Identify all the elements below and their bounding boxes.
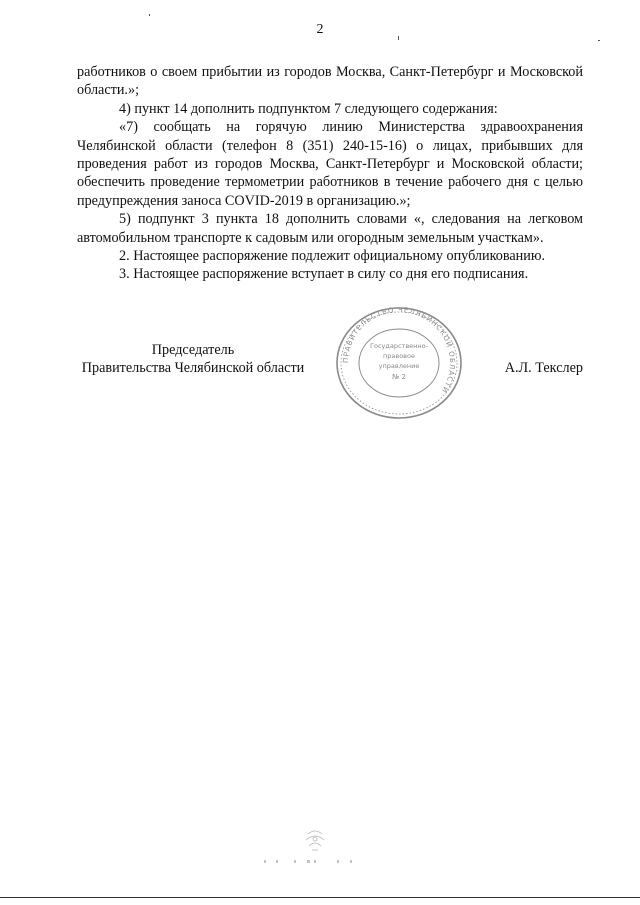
seal-inner-line2: правовое <box>383 352 415 360</box>
paragraph: 2. Настоящее распоряжение подлежит официальному опубликованию. <box>119 248 546 265</box>
scan-speck <box>598 40 600 41</box>
paragraph: 4) пункт 14 дополнить подпунктом 7 следующего содержания: <box>119 100 498 117</box>
scan-speck <box>398 36 399 40</box>
coat-of-arms-icon <box>300 828 330 852</box>
signatory-title <box>70 341 316 378</box>
signatory-title-line2: Правительства Челябинской области <box>81 360 305 377</box>
signatory-title-line1: Председатель <box>151 342 235 358</box>
svg-text:ПРАВИТЕЛЬСТВО ЧЕЛЯБИНСКОЙ ОБЛА <box>342 306 456 395</box>
paragraph: работников о своем прибытии из городов Москва, Санкт-Петербург и Московской области.»; <box>77 64 583 99</box>
signatory-name: А.Л. Текслер <box>504 360 583 376</box>
scan-speck <box>149 14 150 16</box>
seal-outer-text: ПРАВИТЕЛЬСТВО ЧЕЛЯБИНСКОЙ ОБЛАСТИ <box>341 306 457 395</box>
official-seal <box>333 306 466 421</box>
paragraph: 5) подпункт 3 пункта 18 дополнить словами «, следования на легковом автомобильном транспорте к садовым или огородным земельным участкам». <box>77 211 583 246</box>
paragraph: «7) сообщать на горячую линию Министерства здравоохранения Челябинской области (телефон 8 (351) 240-15-16) о лицах, прибывших для проведения работ из городов Москва, Санкт-Петербург и Московской области; обеспечить проведение термометрии работников в течение рабочего дня с целью предупреждения заноса COVID-2019 в организацию.»; <box>77 119 583 209</box>
seal-inner-line3: управление <box>378 362 420 370</box>
seal-inner-line1: Государственно- <box>370 342 428 350</box>
document-body <box>77 63 583 284</box>
paragraph: 3. Настоящее распоряжение вступает в силу со дня его подписания. <box>119 266 529 283</box>
page-bottom-edge <box>0 897 640 898</box>
scan-artifact <box>262 858 362 864</box>
seal-inner-line4: № 2 <box>392 373 406 381</box>
page-number: 2 <box>316 22 324 37</box>
